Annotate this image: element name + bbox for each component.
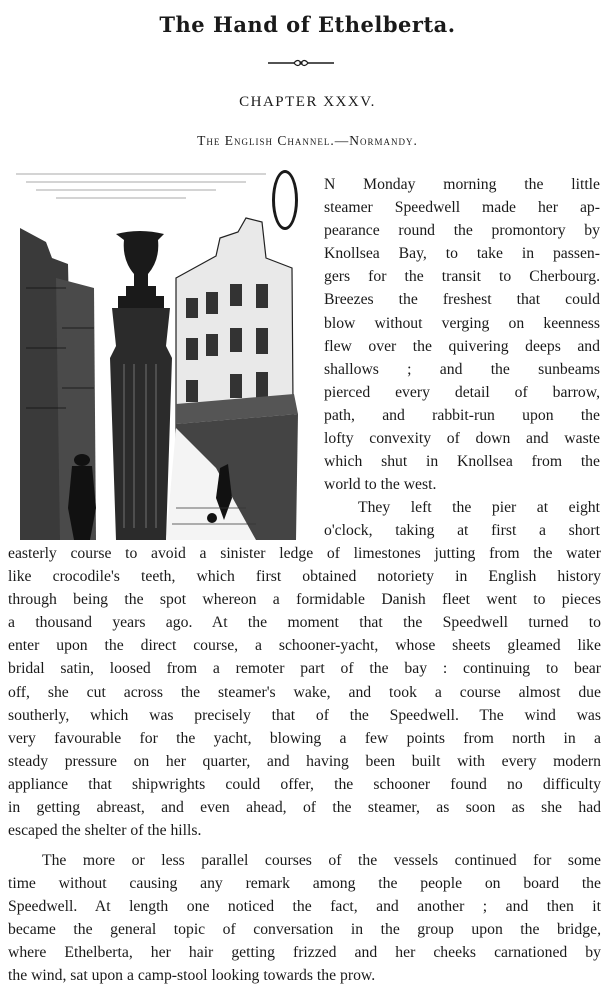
chapter-number: CHAPTER XXXV. [239, 94, 376, 110]
chapter-title: The English Channel.—Normandy. [197, 133, 418, 148]
text-line: The more or less parallel courses of the vessels continued for some [42, 852, 601, 869]
ornament-divider [268, 56, 334, 70]
text-line: southerly, which was precisely that of the Speedwell. The wind was [8, 706, 601, 724]
text-line: like crocodile's teeth, which first obtained notoriety in English history [8, 568, 601, 586]
text-line: appliance that shipwrights could offer, the schooner found no difficulty [8, 775, 601, 793]
street-illustration [16, 168, 306, 540]
text-line: gers for the transit to Cherbourg. [324, 268, 600, 286]
text-line: through being the spot whereon a formidable Danish fleet went to pieces [8, 591, 601, 609]
text-line: escaped the shelter of the hills. [8, 822, 202, 840]
text-line: off, she cut across the steamer's wake, and took a course almost due [8, 683, 601, 701]
text-line: lofty convexity of down and waste [324, 430, 600, 448]
text-line: Speedwell. At length one noticed the fact, and another ; and then it [8, 898, 601, 916]
text-line: easterly course to avoid a sinister ledge of limestones jutting from the water [8, 545, 601, 562]
paragraph-1 [324, 173, 600, 496]
paragraph-2-cont [8, 542, 601, 842]
text-line: o'clock, taking at first a short [324, 522, 600, 540]
running-title: The Hand of Ethelberta. [159, 12, 456, 37]
text-line: bridal satin, loosed from a remoter part of the bay : continuing to bear [8, 660, 601, 678]
text-line: shallows ; and the sunbeams [324, 360, 600, 378]
text-line: became the general topic of conversation in the group upon the bridge, [8, 921, 601, 939]
paragraph-3 [8, 849, 601, 988]
text-line: pearance round the promontory by [324, 222, 600, 240]
text-line: blow without verging on keenness [324, 314, 600, 332]
text-line: in getting abreast, and even ahead, of the steamer, as soon as she had [8, 799, 601, 817]
text-line: Knollsea Bay, to take in passen- [324, 245, 600, 263]
text-line: N Monday morning the little [324, 176, 600, 193]
text-line: path, and rabbit-run upon the [324, 406, 600, 424]
text-line: flew over the quivering deeps and [324, 337, 600, 355]
text-line: Breezes the freshest that could [324, 291, 600, 309]
text-line: where Ethelberta, her hair getting frizzed and her cheeks carnationed by [8, 944, 601, 962]
dropcap-o [272, 170, 298, 230]
text-line: which shut in Knollsea from the [324, 453, 600, 471]
text-line: the wind, sat upon a camp-stool looking towards the prow. [8, 967, 376, 985]
paragraph-2-start [324, 496, 600, 542]
text-line: They left the pier at eight [358, 499, 600, 516]
text-line: enter upon the direct course, a schooner-yacht, whose sheets gleamed like [8, 637, 601, 655]
text-line: steady pressure on her quarter, and having been built with every modern [8, 752, 601, 770]
text-line: steamer Speedwell made her ap- [324, 199, 600, 217]
text-line: a thousand years ago. At the moment that the Speedwell turned to [8, 614, 601, 632]
text-line: time without causing any remark among the people on board the [8, 875, 601, 893]
text-line: very favourable for the yacht, blowing a few points from north in a [8, 729, 601, 747]
text-line: pierced every detail of barrow, [324, 383, 600, 401]
text-line: world to the west. [324, 476, 437, 494]
